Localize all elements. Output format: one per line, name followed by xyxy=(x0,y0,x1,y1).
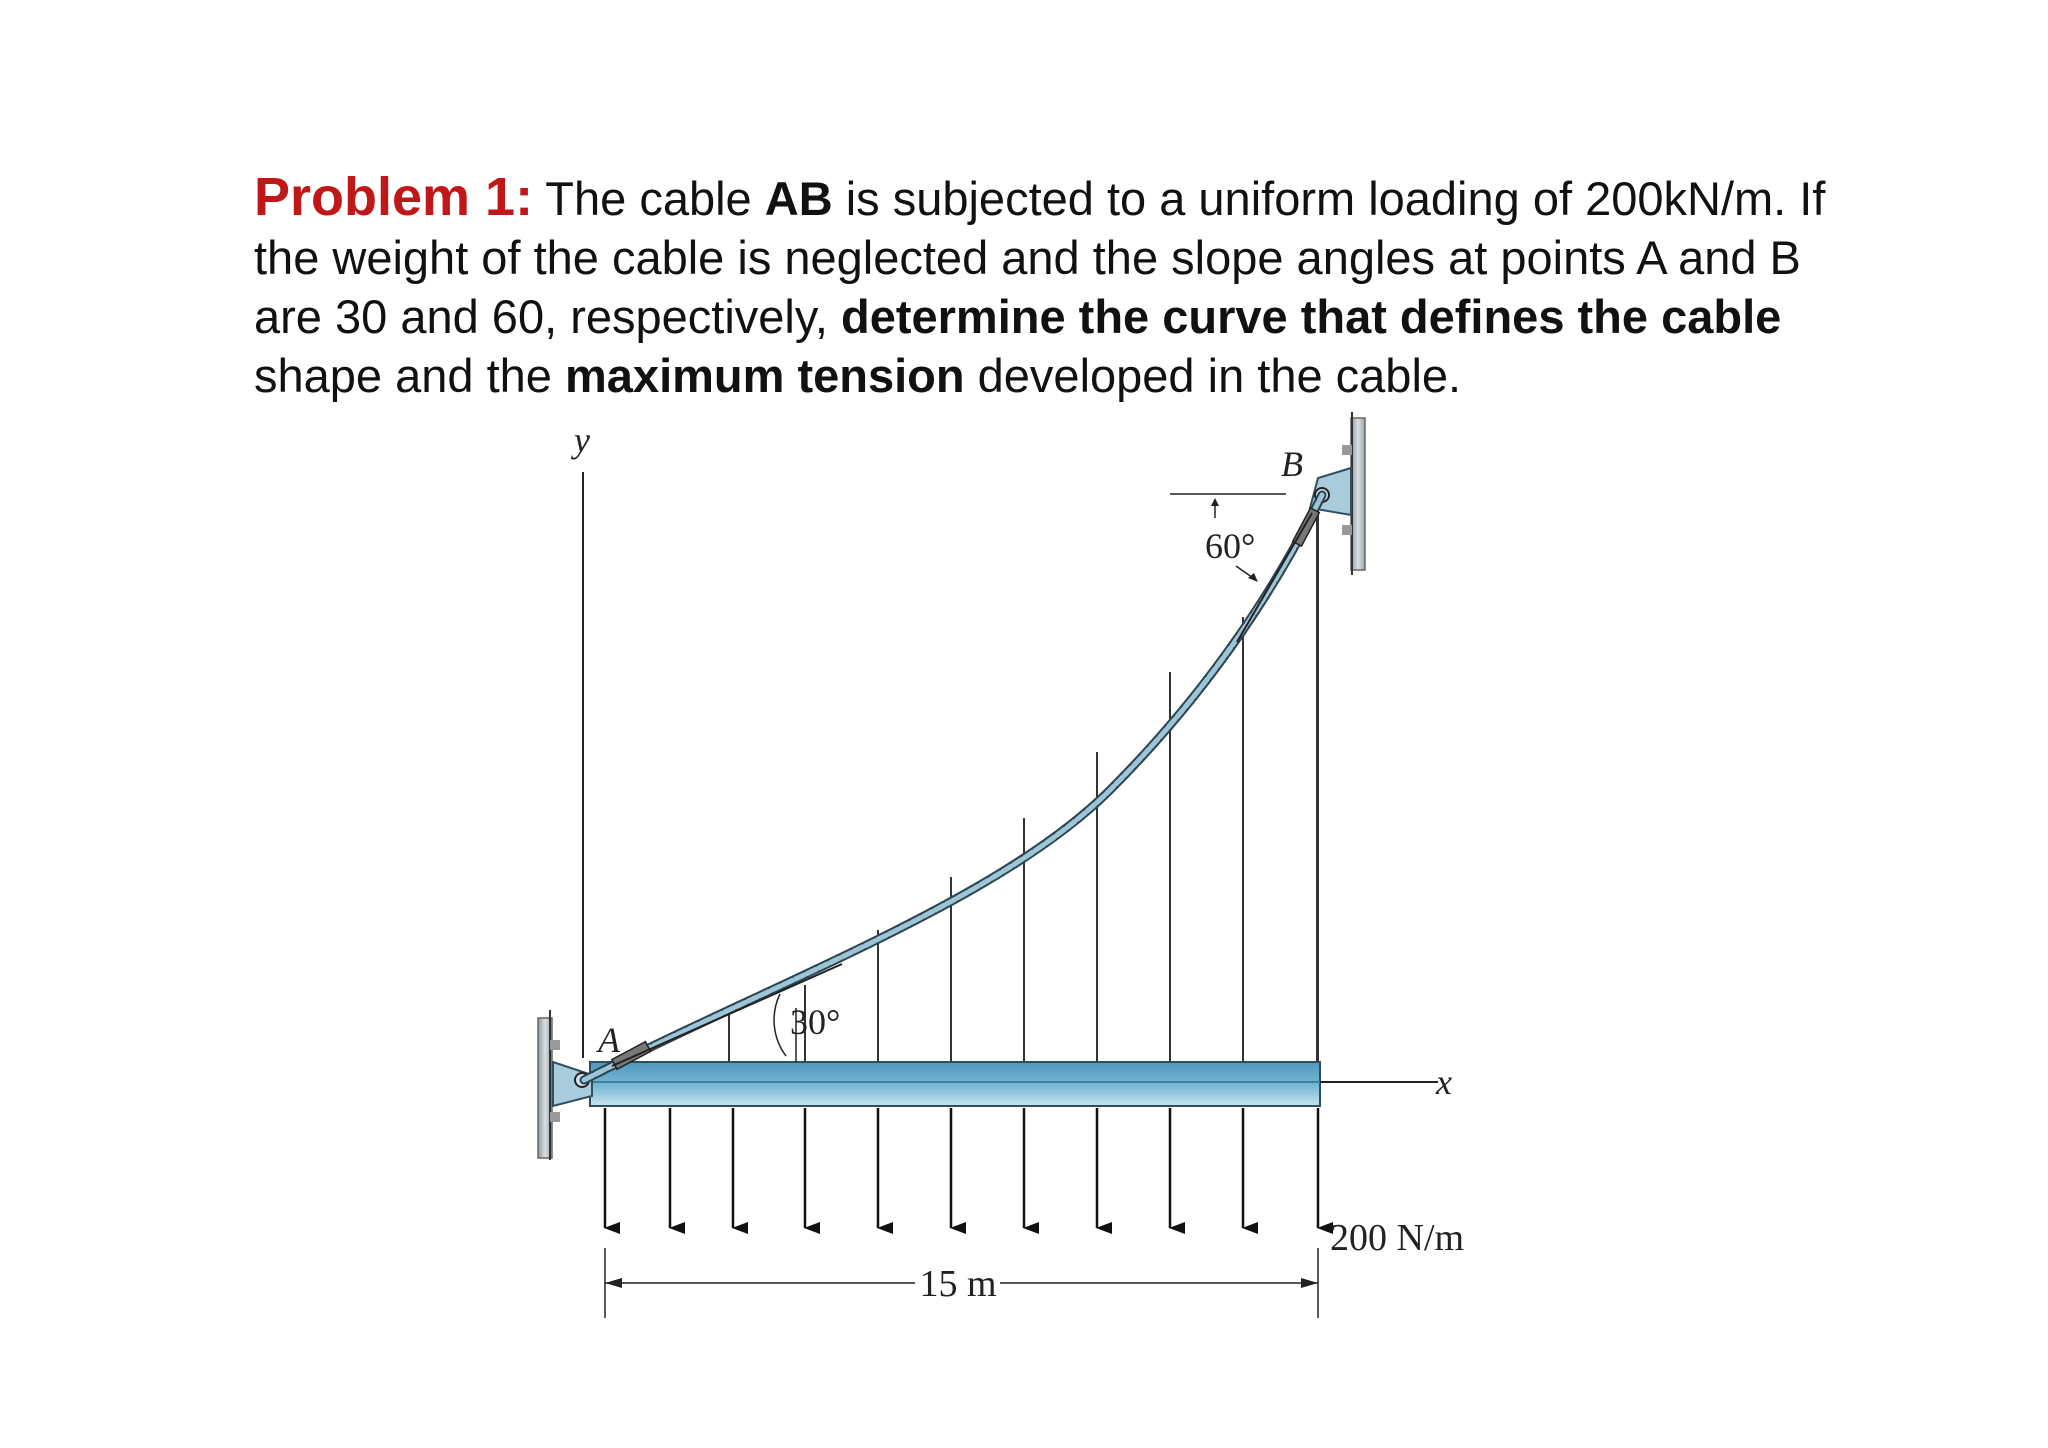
angle-a-label: 30° xyxy=(790,1002,841,1042)
problem-text-3: shape and the xyxy=(254,349,565,402)
x-axis-label: x xyxy=(1436,1062,1452,1102)
angle-a-arc xyxy=(774,994,786,1056)
span-arrow-left xyxy=(605,1278,622,1288)
problem-text-4: developed in the cable. xyxy=(964,349,1462,402)
span-arrow-right xyxy=(1301,1278,1318,1288)
angle-b-arrow-up-head xyxy=(1211,498,1219,506)
problem-text-2: is subjected to a uniform loading of 200kN/m. If the weight of the cable is neglected and the slope angles at points A and B are 30 and 60, respectively, xyxy=(254,172,1826,343)
point-b-label: B xyxy=(1281,444,1303,484)
load-arrows xyxy=(605,1108,1318,1228)
cable-ab xyxy=(584,495,1322,1080)
hangers xyxy=(729,500,1317,1062)
problem-text-1: The cable xyxy=(533,172,765,225)
problem-bold-cable-ab: AB xyxy=(764,172,833,225)
cable-ab-strand xyxy=(584,495,1322,1080)
angle-b-label: 60° xyxy=(1205,526,1256,566)
problem-bold-determine-curve: determine the curve that defines the cable xyxy=(840,290,1782,343)
load-label: 200 N/m xyxy=(1330,1217,1465,1259)
problem-bold-max-tension: maximum tension xyxy=(565,349,965,402)
y-axis-label: y xyxy=(574,420,590,460)
angle-b-arrow-diag-head xyxy=(1248,573,1258,582)
problem-heading: Problem 1: xyxy=(254,167,534,227)
point-a-label: A xyxy=(598,1020,620,1060)
deck-beam xyxy=(590,1062,1320,1106)
span-label: 15 m xyxy=(919,1263,997,1305)
